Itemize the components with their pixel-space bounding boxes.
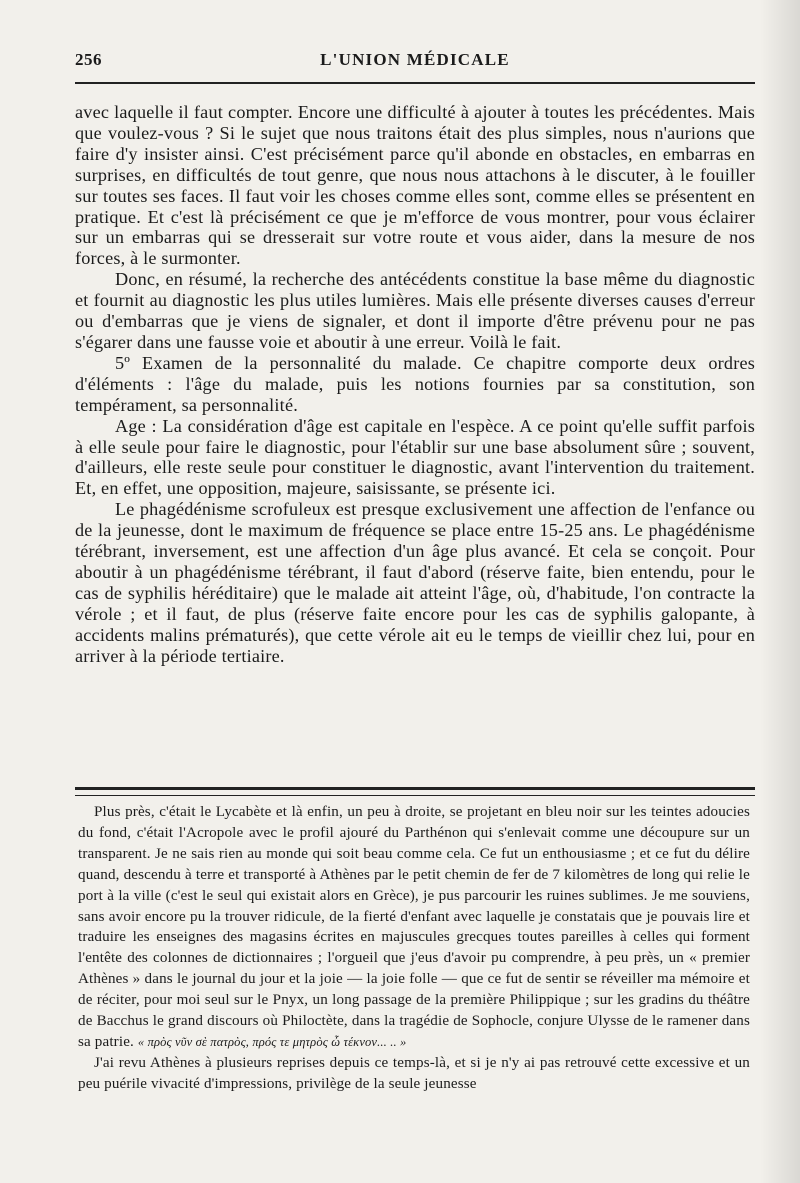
running-head	[75, 50, 755, 74]
article-body	[75, 102, 755, 666]
feuilleton-section	[78, 802, 750, 1095]
feuilleton-paragraph: J'ai revu Athènes à plusieurs reprises depuis ce temps-là, et si je n'y ai pas retrouvé cette excessive et un peu puérile vivacité d'impressions, privilège de la seule jeunesse	[78, 1054, 750, 1092]
page-number: 256	[75, 50, 102, 69]
feuilleton-text: Plus près, c'était le Lycabète et là enfin, un peu à droite, se projetant en bleu noir sur les teintes adoucies du fond, c'était l'Acropole avec le profil ajouré du Parthénon qui s'enlevait comme une découpure sur un transparent. Je ne sais rien au monde qui soit beau comme cela. Ce fut un enthousiasme ; et ce fut du délire quand, descendu à terre et transporté à Athènes par le petit chemin de fer de 7 kilomètres de long qui relie le port à la ville (c'est le seul qui existait alors en Grèce), je pus parcourir les ruines sublimes. Je me souviens, sans avoir encore pu la trouver ridicule, de la fierté d'enfant avec laquelle je constatais que je pouvais lire et traduire les enseignes des magasins écrites en majuscules grecques toutes pareilles à celles qui forment l'entête des colonnes de dictionnaires ; l'orgueil que j'eus d'avoir pu comprendre, à peu près, un « premier Athènes » dans le journal du jour et la joie — la joie folle — que ce fut de sentir se réveiller ma mémoire et de réciter, pour moi seul sur le Pnyx, un long passage de la première Philippique ; sur les gradins du théâtre de Bacchus le grand discours où Philoctète, dans la tragédie de Sophocle, conjure Ulysse de le ramener dans sa patrie.	[78, 804, 750, 1050]
page-edge-shadow	[760, 0, 800, 1183]
article-paragraph: 5º Examen de la personnalité du malade. Ce chapitre comporte deux ordres d'éléments : l'âge du malade, puis les notions fournies par sa constitution, son tempérament, sa personnalité.	[75, 352, 755, 415]
journal-title: L'UNION MÉDICALE	[320, 50, 510, 69]
article-paragraph: avec laquelle il faut compter. Encore une difficulté à ajouter à toutes les précédentes. Mais que voulez-vous ? Si le sujet que nous traitons était des plus simples, nous n'aurions que faire d'y insister ainsi. C'est précisément parce qu'il abonde en obstacles, en embarras en surprises, en difficultés de tout genre, que nous nous attachons à le discuter, à le fouiller sur toutes ses faces. Il faut voir les choses comme elles sont, comme elles se présentent en pratique. Et c'est là précisément ce que je m'efforce de vous montrer, pour vous éclairer sur un embarras qui se dresserait sur votre route et vous aider, dans la mesure de nos forces, à le surmonter.	[75, 102, 755, 269]
header-rule	[75, 82, 755, 84]
article-paragraph: Donc, en résumé, la recherche des antécédents constitue la base même du diagnostic et fournit au diagnostic les plus utiles lumières. Mais elle présente diverses causes d'erreur ou d'embarras que je viens de signaler, et dont il importe d'être prévenu pour ne pas s'égarer dans une fausse voie et aboutir à une erreur. Voilà le fait.	[75, 269, 755, 352]
article-paragraph: Le phagédénisme scrofuleux est presque exclusivement une affection de l'enfance ou de la jeunesse, dont le maximum de fréquence se place entre 15-25 ans. Le phagédénisme térébrant, inversement, est une affection d'un âge plus avancé. Et cela se conçoit. Pour aboutir à un phagédénisme térébrant, il faut d'abord (réserve faite, bien entendu, pour le cas de syphilis héréditaire) que le malade ait atteint l'âge, où, d'habitude, l'on contracte la vérole ; et il faut, de plus (réserve faite encore pour les cas de syphilis galopante, à accidents malins prématurés), que cette vérole ait eu le temps de vieillir chez lui, pour en arriver à la période tertiaire.	[75, 499, 755, 666]
greek-quote: « πρὸς νῦν σὲ πατρὸς, πρός τε μητρὸς ὦ τέκνον... .. »	[137, 1034, 407, 1049]
feuilleton-separator-rule	[75, 787, 755, 796]
article-paragraph: Age : La considération d'âge est capitale en l'espèce. A ce point qu'elle suffit parfois à elle seule pour faire le diagnostic, pour l'établir sur une base absolument sûre ; souvent, d'ailleurs, elle reste seule pour constituer le diagnostic, avant l'intervention du traitement. Et, en effet, une opposition, majeure, saisissante, se présente ici.	[75, 415, 755, 499]
feuilleton-paragraph	[78, 802, 750, 1053]
